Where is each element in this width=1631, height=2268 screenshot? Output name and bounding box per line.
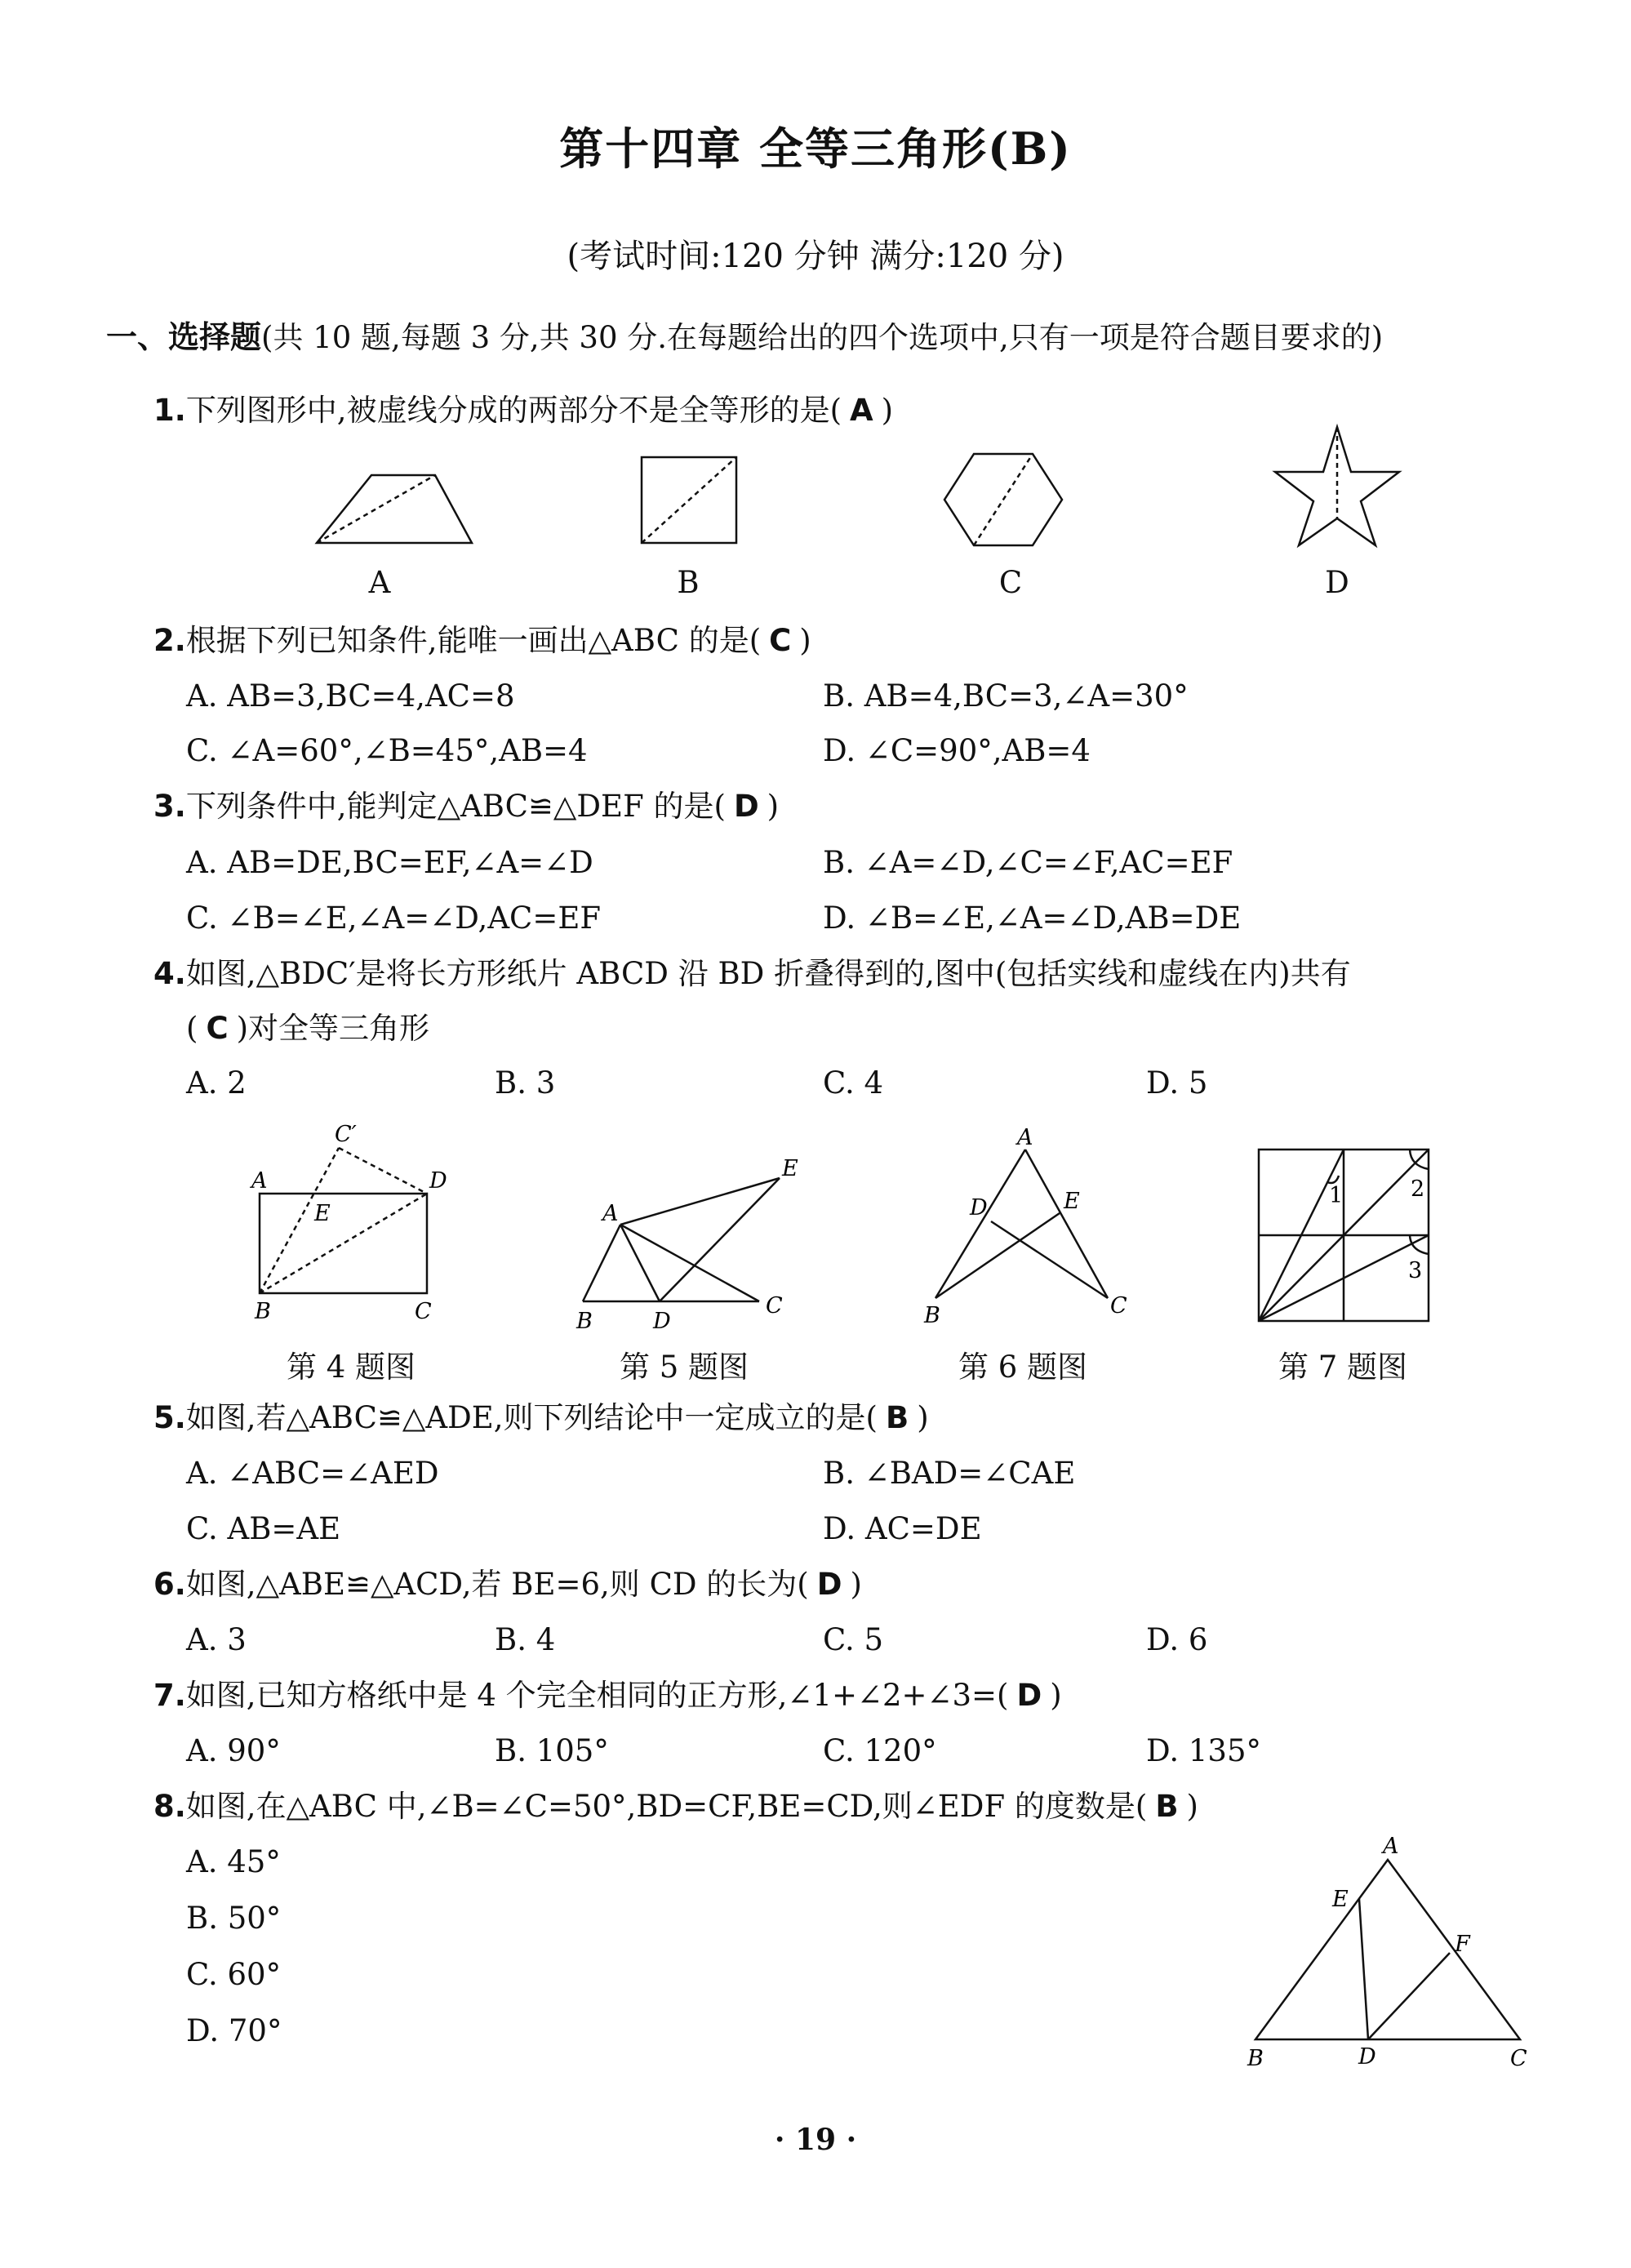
fig4-label-e: E xyxy=(314,1201,331,1226)
fig5-label-c: C xyxy=(766,1293,783,1319)
page-number: · 19 · xyxy=(774,2123,857,2157)
answer: A xyxy=(850,393,873,428)
fig5-label-d: D xyxy=(653,1309,671,1334)
question-text: 根据下列已知条件,能唯一画出△ABC 的是( xyxy=(185,623,762,658)
section-title: 一、选择题 xyxy=(106,319,262,355)
fig7-label-1: 1 xyxy=(1329,1183,1344,1208)
fig6-label-c: C xyxy=(1110,1293,1127,1319)
fig5-label-a: A xyxy=(602,1201,619,1226)
question-number: 5. xyxy=(153,1400,186,1435)
fig7-label-2: 2 xyxy=(1411,1176,1425,1202)
question-text: 下列条件中,能判定△ABC≌△DEF 的是( xyxy=(185,789,726,824)
figure-label-b: B xyxy=(677,565,700,600)
answer: C xyxy=(206,1011,229,1046)
question-close: ) xyxy=(1186,1789,1198,1824)
option-d: D. 5 xyxy=(1146,1065,1208,1101)
question-close: ) xyxy=(881,393,894,428)
option-c: C. 5 xyxy=(823,1622,884,1657)
question-open: ( xyxy=(186,1011,198,1046)
option-c: C. 120° xyxy=(823,1733,937,1768)
question-close: ) xyxy=(850,1567,862,1602)
fig4-label-d: D xyxy=(429,1168,447,1194)
answer: D xyxy=(733,789,759,824)
option-c: C. AB=AE xyxy=(186,1511,341,1546)
caption-fig7: 第 7 题图 xyxy=(1278,1350,1408,1385)
exam-info: (考试时间:120 分钟 满分:120 分) xyxy=(567,238,1064,275)
question-number: 7. xyxy=(153,1678,186,1713)
question-number: 4. xyxy=(153,956,186,991)
option-d: D. 6 xyxy=(1146,1622,1208,1657)
section-note: (共 10 题,每题 3 分,共 30 分.在每题给出的四个选项中,只有一项是符合题目要求的) xyxy=(261,320,1384,355)
option-a: A. 45° xyxy=(186,1844,281,1879)
fig8-label-a: A xyxy=(1383,1834,1399,1859)
figure-label-c: C xyxy=(998,565,1023,600)
fig5-label-e: E xyxy=(782,1156,798,1181)
fig5-label-b: B xyxy=(576,1309,593,1334)
fig6-label-d: D xyxy=(970,1195,988,1221)
caption-fig5: 第 5 题图 xyxy=(619,1350,749,1385)
fig8-label-f: F xyxy=(1455,1932,1470,1957)
option-b: B. 50° xyxy=(186,1901,282,1936)
answer: D xyxy=(1016,1678,1042,1713)
question-text: )对全等三角形 xyxy=(236,1011,430,1046)
caption-fig6: 第 6 题图 xyxy=(958,1350,1088,1385)
option-d: D. ∠C=90°,AB=4 xyxy=(823,733,1091,768)
option-d: D. 135° xyxy=(1146,1733,1261,1768)
question-text: 如图,在△ABC 中,∠B=∠C=50°,BD=CF,BE=CD,则∠EDF 的度数是( xyxy=(185,1789,1148,1824)
option-b: B. AB=4,BC=3,∠A=30° xyxy=(823,678,1189,714)
option-b: B. ∠A=∠D,∠C=∠F,AC=EF xyxy=(823,845,1233,880)
answer: C xyxy=(769,623,792,658)
question-close: ) xyxy=(799,623,811,658)
question-number: 8. xyxy=(153,1789,186,1824)
figure-label-a: A xyxy=(368,565,391,600)
fig6-label-e: E xyxy=(1064,1189,1080,1214)
question-close: ) xyxy=(1050,1678,1062,1713)
option-b: B. 3 xyxy=(495,1065,556,1101)
option-a: A. 2 xyxy=(186,1065,247,1101)
question-number: 1. xyxy=(153,393,186,428)
option-b: B. 4 xyxy=(495,1622,556,1657)
answer: B xyxy=(885,1400,909,1435)
question-close: ) xyxy=(917,1400,929,1435)
fig4-label-c: C xyxy=(415,1299,432,1324)
question-text: 如图,若△ABC≌△ADE,则下列结论中一定成立的是( xyxy=(185,1400,878,1435)
question-text: 如图,△ABE≌△ACD,若 BE=6,则 CD 的长为( xyxy=(185,1567,809,1602)
question-number: 2. xyxy=(153,623,186,658)
question-text: 如图,已知方格纸中是 4 个完全相同的正方形,∠1+∠2+∠3=( xyxy=(185,1678,1009,1713)
question-number: 6. xyxy=(153,1567,186,1602)
question-text: 下列图形中,被虚线分成的两部分不是全等形的是( xyxy=(185,393,842,428)
fig6-label-b: B xyxy=(924,1303,940,1328)
option-a: A. 90° xyxy=(186,1733,281,1768)
answer: B xyxy=(1155,1789,1179,1824)
option-a: A. AB=3,BC=4,AC=8 xyxy=(186,678,515,714)
option-a: A. AB=DE,BC=EF,∠A=∠D xyxy=(186,845,593,880)
option-c: C. 4 xyxy=(823,1065,884,1101)
fig4-label-a: A xyxy=(251,1168,268,1194)
figure-label-d: D xyxy=(1325,565,1349,600)
fig8-label-b: B xyxy=(1247,2046,1264,2071)
option-c: C. ∠A=60°,∠B=45°,AB=4 xyxy=(186,733,588,768)
fig8-label-c: C xyxy=(1510,2046,1527,2071)
question-text: 如图,△BDC′是将长方形纸片 ABCD 沿 BD 折叠得到的,图中(包括实线和虚线在内)共有 xyxy=(185,956,1351,991)
question-number: 3. xyxy=(153,789,186,824)
fig8-label-d: D xyxy=(1358,2044,1376,2070)
option-c: C. 60° xyxy=(186,1957,282,1992)
option-d: D. 70° xyxy=(186,2013,282,2048)
fig4-label-b: B xyxy=(255,1299,271,1324)
option-b: B. ∠BAD=∠CAE xyxy=(823,1456,1076,1491)
caption-fig4: 第 4 题图 xyxy=(286,1350,416,1385)
option-a: A. ∠ABC=∠AED xyxy=(186,1456,439,1491)
option-b: B. 105° xyxy=(495,1733,609,1768)
fig7-label-3: 3 xyxy=(1408,1258,1423,1283)
question-close: ) xyxy=(767,789,780,824)
page-title: 第十四章 全等三角形(B) xyxy=(559,122,1072,175)
answer: D xyxy=(816,1567,842,1602)
option-d: D. AC=DE xyxy=(823,1511,982,1546)
option-a: A. 3 xyxy=(186,1622,247,1657)
fig6-label-a: A xyxy=(1017,1125,1033,1150)
option-d: D. ∠B=∠E,∠A=∠D,AB=DE xyxy=(823,901,1242,936)
fig8-label-e: E xyxy=(1332,1887,1349,1912)
fig4-label-cprime: C′ xyxy=(335,1122,357,1147)
option-c: C. ∠B=∠E,∠A=∠D,AC=EF xyxy=(186,901,602,936)
